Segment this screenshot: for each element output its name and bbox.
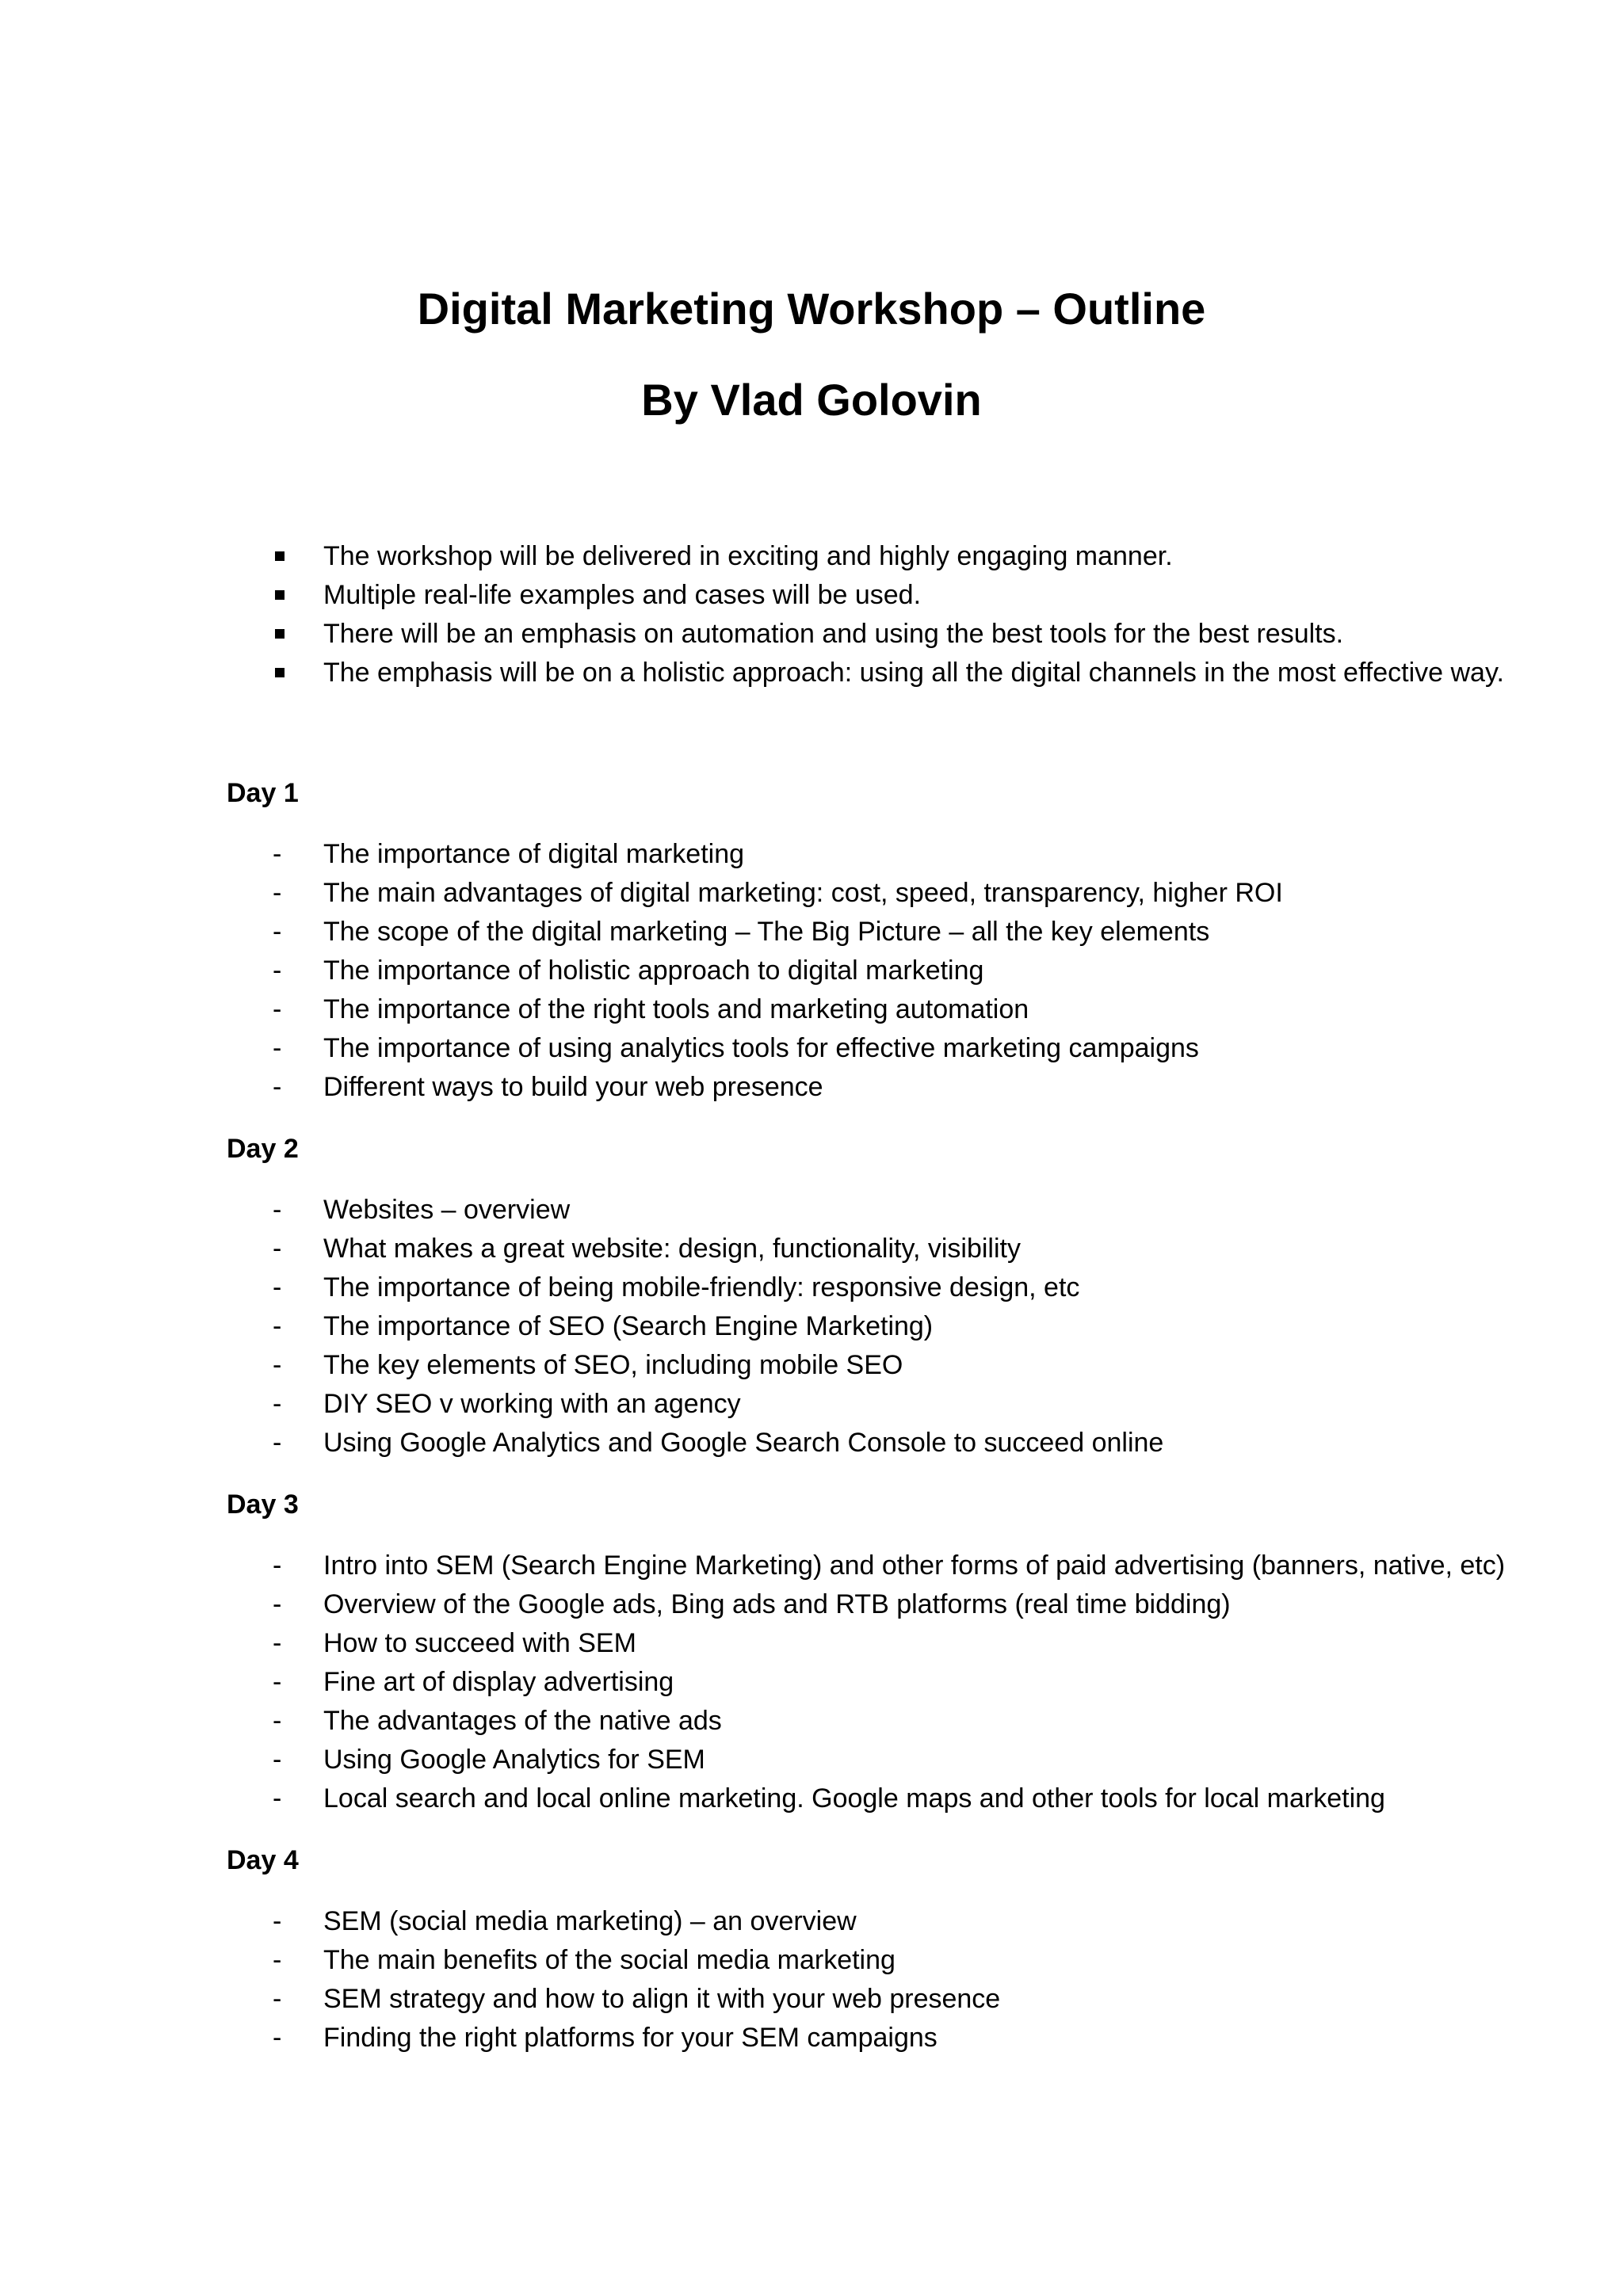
intro-bullet-item [273,654,1504,692]
list-item [273,1346,1163,1385]
document-title: Digital Marketing Workshop – Outline [417,283,1206,334]
intro-bullet-item [273,576,1504,615]
list-item [273,1268,1163,1307]
list-item [273,1385,1163,1424]
dash-marker: - [273,1706,282,1736]
list-item [273,990,1283,1029]
dash-marker: - [273,1350,282,1380]
list-item [273,1547,1505,1585]
list-item [273,1307,1163,1346]
list-item-text: The main advantages of digital marketing: cost, speed, transparency, higher ROI [323,878,1283,908]
dash-marker: - [273,878,282,908]
list-item [273,1941,1000,1980]
list-item-text: Overview of the Google ads, Bing ads and RTB platforms (real time bidding) [323,1589,1231,1619]
list-item [273,1779,1505,1818]
list-item [273,1191,1163,1230]
list-item-text: DIY SEO v working with an agency [323,1389,741,1419]
list-item-text: The importance of holistic approach to digital marketing [323,955,984,986]
square-bullet-icon [275,668,285,677]
list-item [273,1068,1283,1107]
list-item-text: How to succeed with SEM [323,1628,636,1658]
intro-bullet-text: Multiple real-life examples and cases will be used. [323,580,922,610]
list-item-text: Intro into SEM (Search Engine Marketing) and other forms of paid advertising (banners, native, etc) [323,1550,1506,1581]
dash-marker: - [273,955,282,986]
day-4-heading: Day 4 [227,1845,299,1875]
list-item [273,1585,1505,1624]
day-2-list [273,1191,1163,1463]
dash-marker: - [273,1072,282,1102]
dash-marker: - [273,1311,282,1341]
list-item-text: Fine art of display advertising [323,1667,674,1697]
list-item-text: The importance of the right tools and marketing automation [323,994,1029,1024]
dash-marker: - [273,1984,282,2014]
list-item-text: Finding the right platforms for your SEM campaigns [323,2023,938,2053]
dash-marker: - [273,917,282,947]
dash-marker: - [273,1272,282,1302]
list-item-text: SEM strategy and how to align it with your web presence [323,1984,1001,2014]
dash-marker: - [273,1589,282,1619]
document-author: By Vlad Golovin [641,375,982,425]
dash-marker: - [273,1945,282,1975]
list-item [273,1424,1163,1463]
intro-bullet-text: There will be an emphasis on automation and using the best tools for the best results. [323,619,1344,649]
list-item-text: Local search and local online marketing. Google maps and other tools for local marketing [323,1783,1385,1814]
list-item-text: Using Google Analytics for SEM [323,1745,705,1775]
day-3-heading: Day 3 [227,1489,299,1520]
list-item [273,874,1283,913]
square-bullet-icon [275,551,285,561]
list-item [273,1980,1000,2019]
list-item-text: SEM (social media marketing) – an overview [323,1906,857,1936]
list-item [273,913,1283,952]
list-item [273,1663,1505,1702]
list-item-text: The importance of digital marketing [323,839,745,869]
list-item [273,1624,1505,1663]
intro-bullet-list [273,537,1504,692]
dash-marker: - [273,1033,282,1063]
list-item [273,952,1283,990]
intro-bullet-item [273,537,1504,576]
dash-marker: - [273,1389,282,1419]
list-item-text: The advantages of the native ads [323,1706,722,1736]
dash-marker: - [273,1628,282,1658]
list-item [273,1702,1505,1741]
list-item-text: The importance of SEO (Search Engine Marketing) [323,1311,934,1341]
list-item-text: Different ways to build your web presence [323,1072,823,1102]
dash-marker: - [273,1428,282,1458]
intro-bullet-text: The emphasis will be on a holistic approach: using all the digital channels in the most effective way. [323,658,1504,688]
list-item [273,1902,1000,1941]
list-item [273,1230,1163,1268]
square-bullet-icon [275,590,285,600]
square-bullet-icon [275,629,285,639]
dash-marker: - [273,1745,282,1775]
day-1-heading: Day 1 [227,778,299,808]
list-item-text: Websites – overview [323,1195,571,1225]
list-item-text: The main benefits of the social media marketing [323,1945,896,1975]
day-2-heading: Day 2 [227,1134,299,1164]
list-item [273,2019,1000,2058]
list-item-text: The key elements of SEO, including mobile SEO [323,1350,903,1380]
list-item [273,835,1283,874]
list-item-text: What makes a great website: design, functionality, visibility [323,1234,1021,1264]
dash-marker: - [273,1195,282,1225]
day-3-list [273,1547,1505,1818]
intro-bullet-item [273,615,1504,654]
dash-marker: - [273,839,282,869]
intro-bullet-text: The workshop will be delivered in exciting and highly engaging manner. [323,541,1173,571]
list-item [273,1741,1505,1779]
dash-marker: - [273,1667,282,1697]
day-4-list [273,1902,1000,2058]
dash-marker: - [273,1234,282,1264]
list-item-text: Using Google Analytics and Google Search Console to succeed online [323,1428,1164,1458]
list-item-text: The scope of the digital marketing – The Big Picture – all the key elements [323,917,1210,947]
dash-marker: - [273,2023,282,2053]
day-1-list [273,835,1283,1107]
dash-marker: - [273,1906,282,1936]
dash-marker: - [273,1550,282,1581]
list-item [273,1029,1283,1068]
dash-marker: - [273,994,282,1024]
list-item-text: The importance of being mobile-friendly: responsive design, etc [323,1272,1080,1302]
list-item-text: The importance of using analytics tools for effective marketing campaigns [323,1033,1199,1063]
dash-marker: - [273,1783,282,1814]
